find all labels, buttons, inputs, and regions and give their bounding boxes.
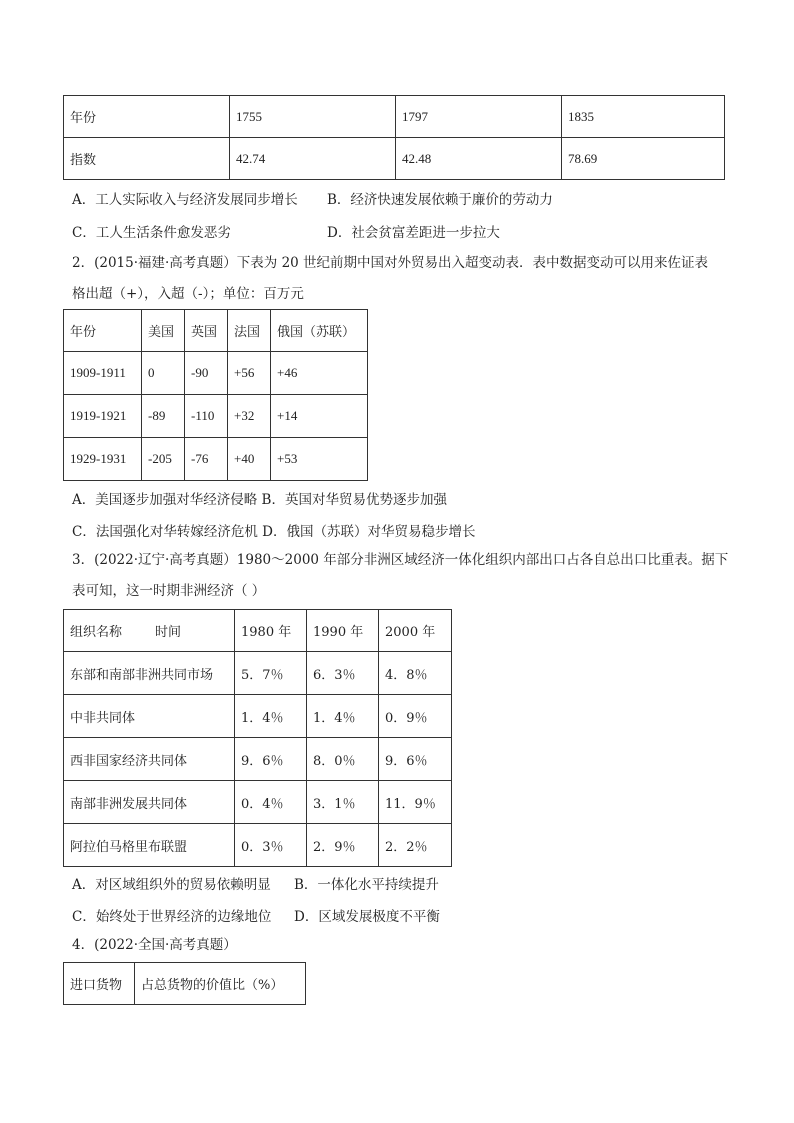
table-cell: 英国: [185, 310, 228, 352]
table-cell: 占总货物的价值比（%）: [135, 963, 306, 1005]
q1-option-d: D．社会贫富差距进一步拉大: [327, 225, 500, 241]
q1-option-b: B．经济快速发展依赖于廉价的劳动力: [327, 192, 553, 208]
table-cell: 1980 年: [235, 610, 307, 652]
q1-option-c: C．工人生活条件愈发恶劣: [72, 225, 231, 241]
table-cell: -205: [142, 438, 185, 481]
table-cell: 年份: [64, 310, 142, 352]
table-cell: 阿拉伯马格里布联盟: [64, 824, 235, 867]
table-row: [64, 781, 452, 824]
table-cell: 年份: [64, 96, 230, 138]
table-cell: 1909-1911: [64, 352, 142, 395]
table-cell: 8．0％: [307, 738, 379, 781]
table-cell: 美国: [142, 310, 185, 352]
table-row: [64, 738, 452, 781]
table-row: [64, 824, 452, 867]
table-cell: 4．8％: [379, 652, 452, 695]
table-cell: 9．6％: [379, 738, 452, 781]
table-cell: 0．3％: [235, 824, 307, 867]
table-cell: 6．3％: [307, 652, 379, 695]
q3-option-a: A．对区域组织外的贸易依赖明显: [72, 877, 271, 893]
table-row: [64, 395, 368, 438]
table-cell: -90: [185, 352, 228, 395]
table-row: [64, 963, 306, 1005]
table-cell: 1．4％: [307, 695, 379, 738]
table-cell: 进口货物: [64, 963, 135, 1005]
table-cell: 1835: [562, 96, 725, 138]
table-row: [64, 96, 725, 138]
table-cell: 南部非洲发展共同体: [64, 781, 235, 824]
q3-option-b: B．一体化水平持续提升: [294, 877, 439, 893]
table-cell: 78.69: [562, 138, 725, 180]
table-cell: 0．9％: [379, 695, 452, 738]
table-3: [63, 609, 452, 867]
table-cell: +14: [271, 395, 368, 438]
table-cell: 3．1％: [307, 781, 379, 824]
table-row: [64, 310, 368, 352]
table-cell: 11．9％: [379, 781, 452, 824]
q2-options-line1: A．美国逐步加强对华经济侵略 B．英国对华贸易优势逐步加强: [72, 492, 447, 508]
table-cell: 2．2％: [379, 824, 452, 867]
table-cell: 东部和南部非洲共同市场: [64, 652, 235, 695]
table-row: [64, 438, 368, 481]
table-cell: 42.74: [230, 138, 396, 180]
q3-stem-line2: 表可知，这一时期非洲经济（ ）: [72, 583, 266, 599]
table-cell: 中非共同体: [64, 695, 235, 738]
table-cell: 1797: [396, 96, 562, 138]
table-cell: +46: [271, 352, 368, 395]
table-1: [63, 95, 725, 180]
table-row: [64, 138, 725, 180]
table-cell: -89: [142, 395, 185, 438]
q3-option-d: D．区域发展极度不平衡: [294, 909, 440, 925]
table-row: [64, 610, 452, 652]
table-cell: 2000 年: [379, 610, 452, 652]
table-cell: +56: [228, 352, 271, 395]
table-cell: 法国: [228, 310, 271, 352]
q2-options-line2: C．法国强化对华转嫁经济危机 D．俄国（苏联）对华贸易稳步增长: [72, 524, 476, 540]
table-cell: 42.48: [396, 138, 562, 180]
table-cell: 1990 年: [307, 610, 379, 652]
q4-stem: 4．(2022·全国·高考真题）: [72, 937, 237, 953]
table-cell: 2．9％: [307, 824, 379, 867]
table-cell: 5．7％: [235, 652, 307, 695]
table-cell: 1919-1921: [64, 395, 142, 438]
q2-stem-line1: 2．(2015·福建·高考真题）下表为 20 世纪前期中国对外贸易出入超变动表．表中数据变动可以用来佐证表: [72, 255, 709, 271]
table-row: [64, 652, 452, 695]
table-cell: +53: [271, 438, 368, 481]
table-2: [63, 309, 368, 481]
table-4: [63, 962, 306, 1005]
table-cell: 1929-1931: [64, 438, 142, 481]
q3-stem-line1: 3．(2022·辽宁·高考真题）1980～2000 年部分非洲区域经济一体化组织内部出口占各自总出口比重表。据下: [72, 552, 729, 568]
table-cell: 1755: [230, 96, 396, 138]
q2-stem-line2: 格出超（+），入超（-）；单位：百万元: [72, 286, 304, 302]
table-cell: 俄国（苏联）: [271, 310, 368, 352]
table-cell: -110: [185, 395, 228, 438]
table-cell: 西非国家经济共同体: [64, 738, 235, 781]
table-cell: 1．4％: [235, 695, 307, 738]
table-cell: +40: [228, 438, 271, 481]
q3-option-c: C．始终处于世界经济的边缘地位: [72, 909, 272, 925]
table-cell: 0．4％: [235, 781, 307, 824]
table-cell: +32: [228, 395, 271, 438]
table-row: [64, 352, 368, 395]
table-cell: -76: [185, 438, 228, 481]
table-cell: 0: [142, 352, 185, 395]
table-cell: 指数: [64, 138, 230, 180]
table-cell: 组织名称 时间: [64, 610, 235, 652]
table-cell: 9．6％: [235, 738, 307, 781]
table-row: [64, 695, 452, 738]
q1-option-a: A．工人实际收入与经济发展同步增长: [72, 192, 298, 208]
